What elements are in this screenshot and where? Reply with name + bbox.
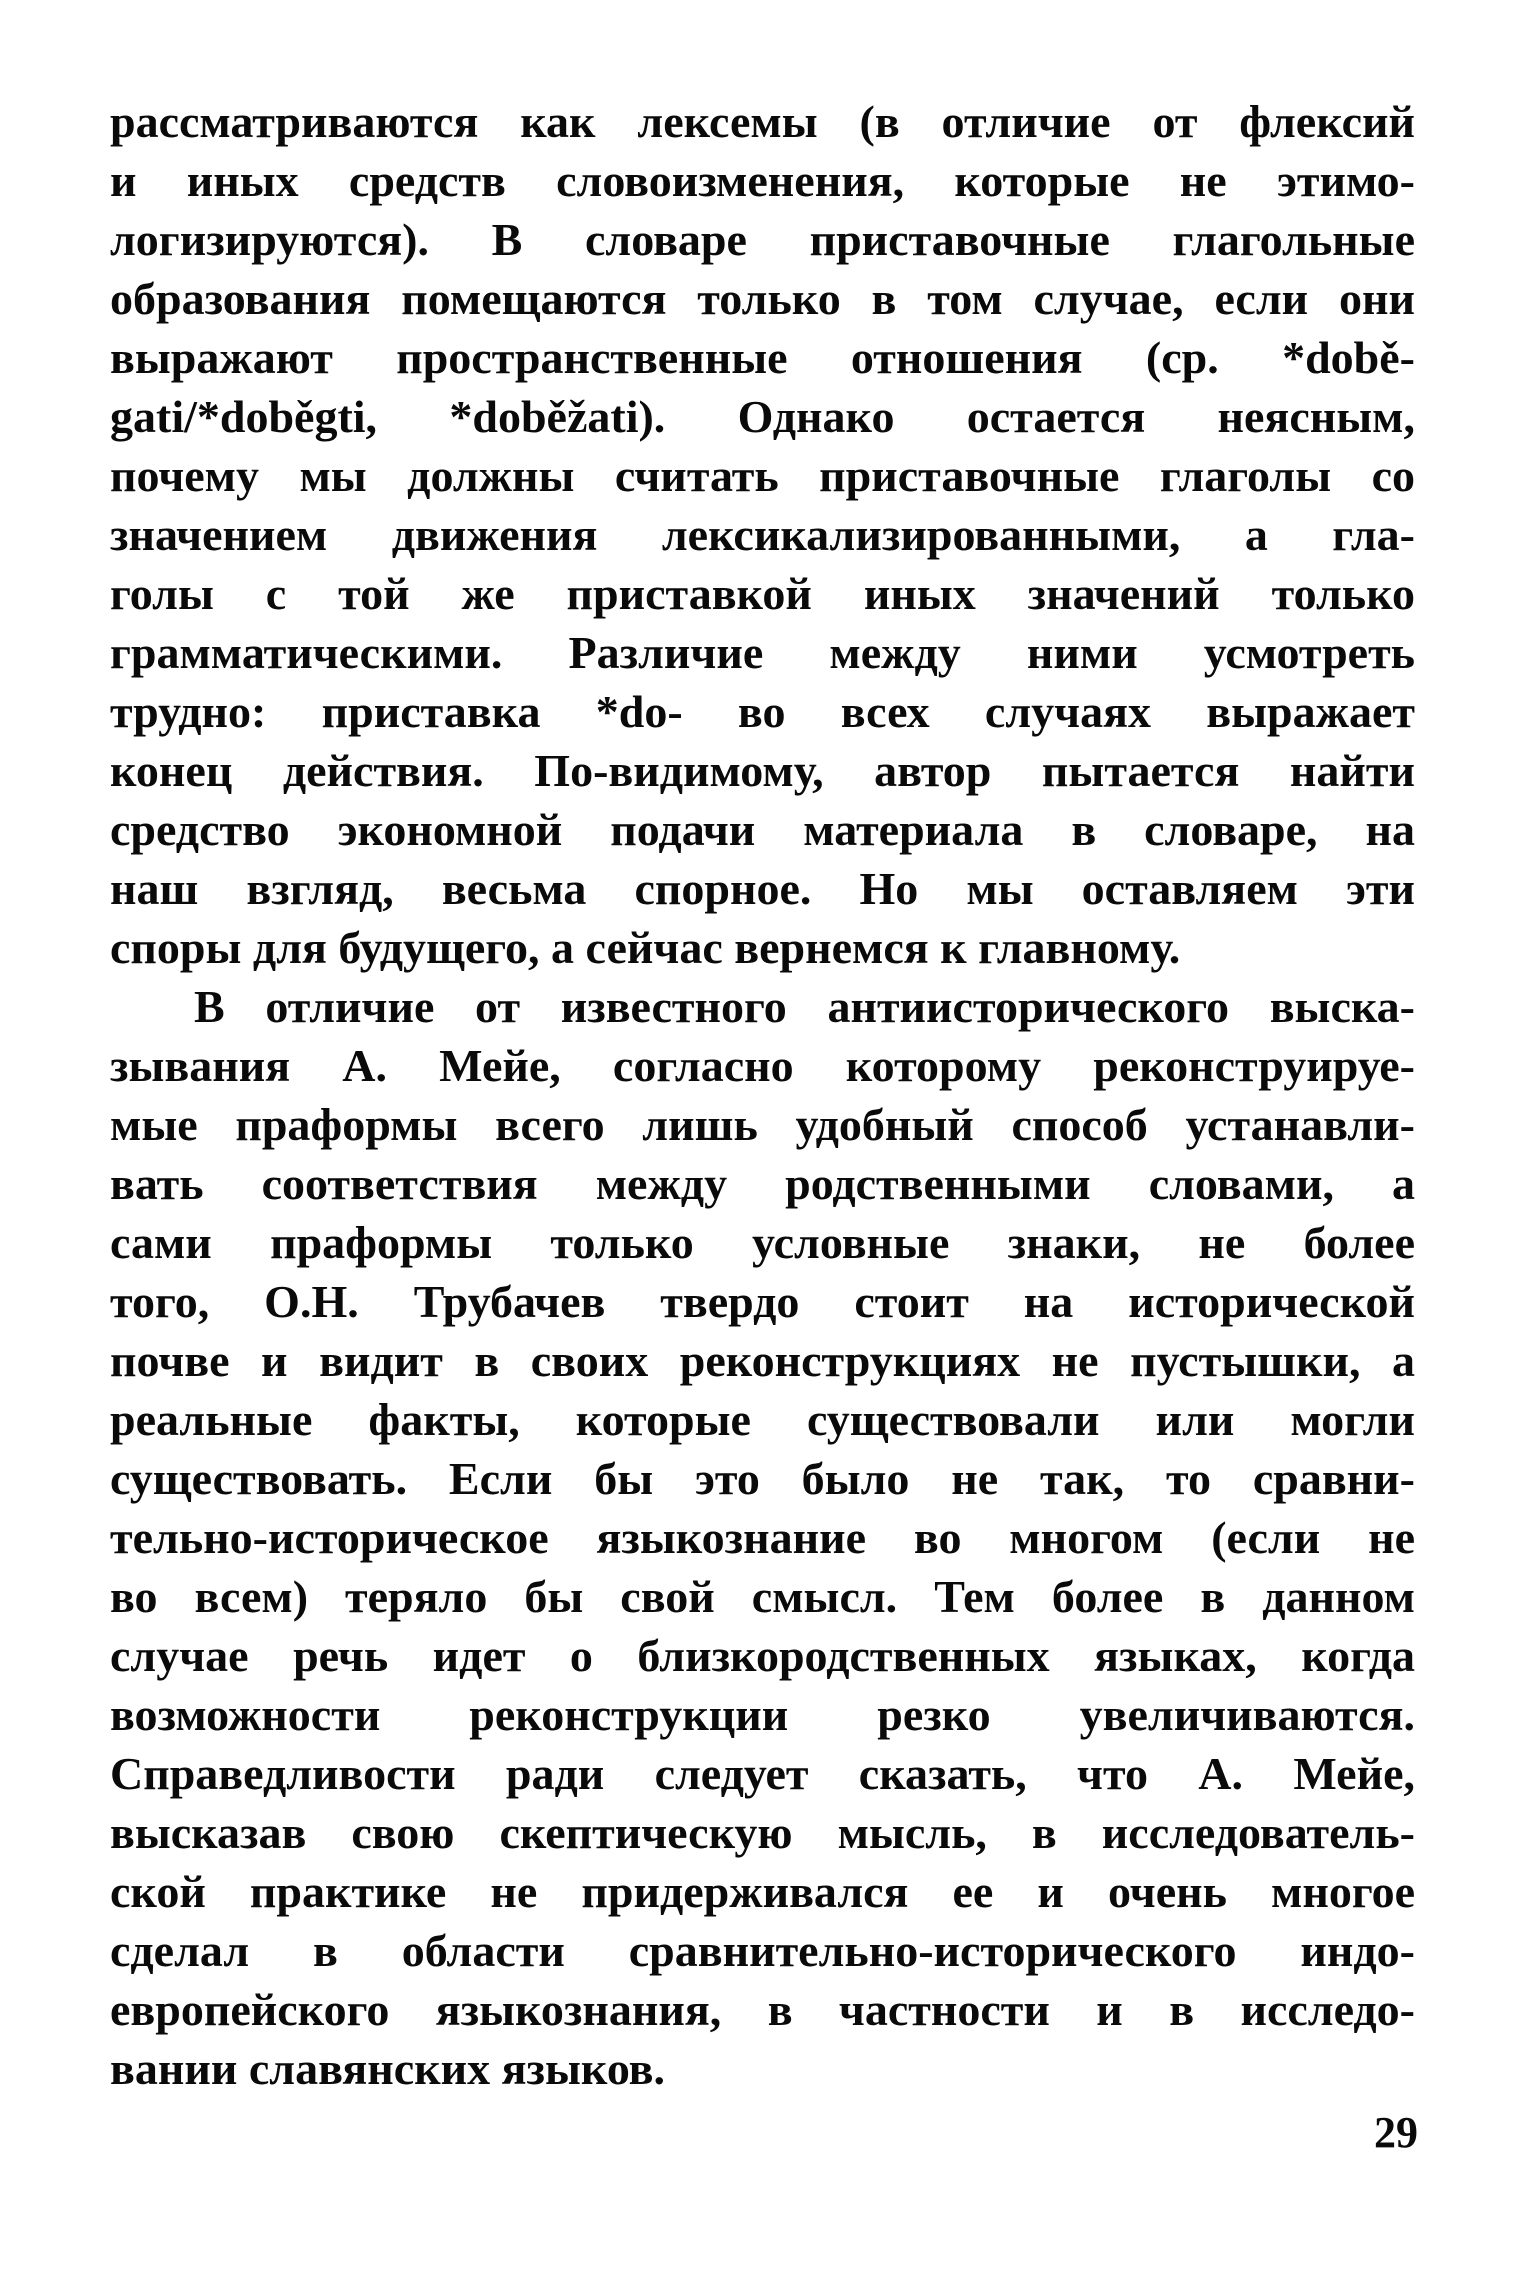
text-line: Справедливости ради следует сказать, что А. Мейе, xyxy=(110,1748,1415,1799)
text-line: рассматриваются как лексемы (в отличие от флексий xyxy=(110,96,1415,147)
text-line: gati/*doběgti, *doběžati). Однако остается неясным, xyxy=(110,391,1415,442)
text-line: голы с той же приставкой иных значений только xyxy=(110,568,1415,619)
text-line: ской практике не придерживался ее и очень многое xyxy=(110,1866,1415,1917)
text-line: случае речь идет о близкородственных языках, когда xyxy=(110,1630,1415,1681)
text-line: почему мы должны считать приставочные глаголы со xyxy=(110,450,1415,501)
text-line: наш взгляд, весьма спорное. Но мы оставляем эти xyxy=(110,863,1415,914)
text-line: грамматическими. Различие между ними усмотреть xyxy=(110,627,1415,678)
text-line: трудно: приставка *do- во всех случаях выражает xyxy=(110,686,1415,737)
text-line: выражают пространственные отношения (ср. *době- xyxy=(110,332,1415,383)
text-line: вать соответствия между родственными словами, а xyxy=(110,1158,1415,1209)
text-line: вании славянских языков. xyxy=(110,2043,666,2094)
text-line: образования помещаются только в том случае, если они xyxy=(110,273,1415,324)
text-line: тельно-историческое языкознание во многом (если не xyxy=(110,1512,1415,1563)
body-text xyxy=(110,92,1415,2098)
text-line: и иных средств словоизменения, которые не этимо- xyxy=(110,155,1415,206)
text-line: мые праформы всего лишь удобный способ устанавли- xyxy=(110,1099,1415,1150)
text-line: сделал в области сравнительно-исторического индо- xyxy=(110,1925,1415,1976)
text-line: существовать. Если бы это было не так, то сравни- xyxy=(110,1453,1415,1504)
paragraph-2 xyxy=(110,977,1415,2098)
text-line: возможности реконструкции резко увеличиваются. xyxy=(110,1689,1415,1740)
text-line: того, О.Н. Трубачев твердо стоит на исторической xyxy=(110,1276,1415,1327)
text-line: сами праформы только условные знаки, не более xyxy=(110,1217,1415,1268)
text-line: европейского языкознания, в частности и в исследо- xyxy=(110,1984,1415,2035)
text-line: конец действия. По-видимому, автор пытается найти xyxy=(110,745,1415,796)
text-line: споры для будущего, а сейчас вернемся к главному. xyxy=(110,922,1181,973)
text-line: почве и видит в своих реконструкциях не пустышки, а xyxy=(110,1335,1415,1386)
text-line: значением движения лексикализированными, а гла- xyxy=(110,509,1415,560)
text-line: во всем) теряло бы свой смысл. Тем более в данном xyxy=(110,1571,1415,1622)
text-line: логизируются). В словаре приставочные глагольные xyxy=(110,214,1415,265)
text-line: В отличие от известного антиисторического выска- xyxy=(194,981,1415,1032)
text-line: высказав свою скептическую мысль, в исследователь- xyxy=(110,1807,1415,1858)
paragraph-1 xyxy=(110,92,1415,977)
text-line: зывания А. Мейе, согласно которому реконструируе- xyxy=(110,1040,1415,1091)
page-number: 29 xyxy=(1374,2108,1418,2157)
text-line: средство экономной подачи материала в словаре, на xyxy=(110,804,1415,855)
text-line: реальные факты, которые существовали или могли xyxy=(110,1394,1415,1445)
